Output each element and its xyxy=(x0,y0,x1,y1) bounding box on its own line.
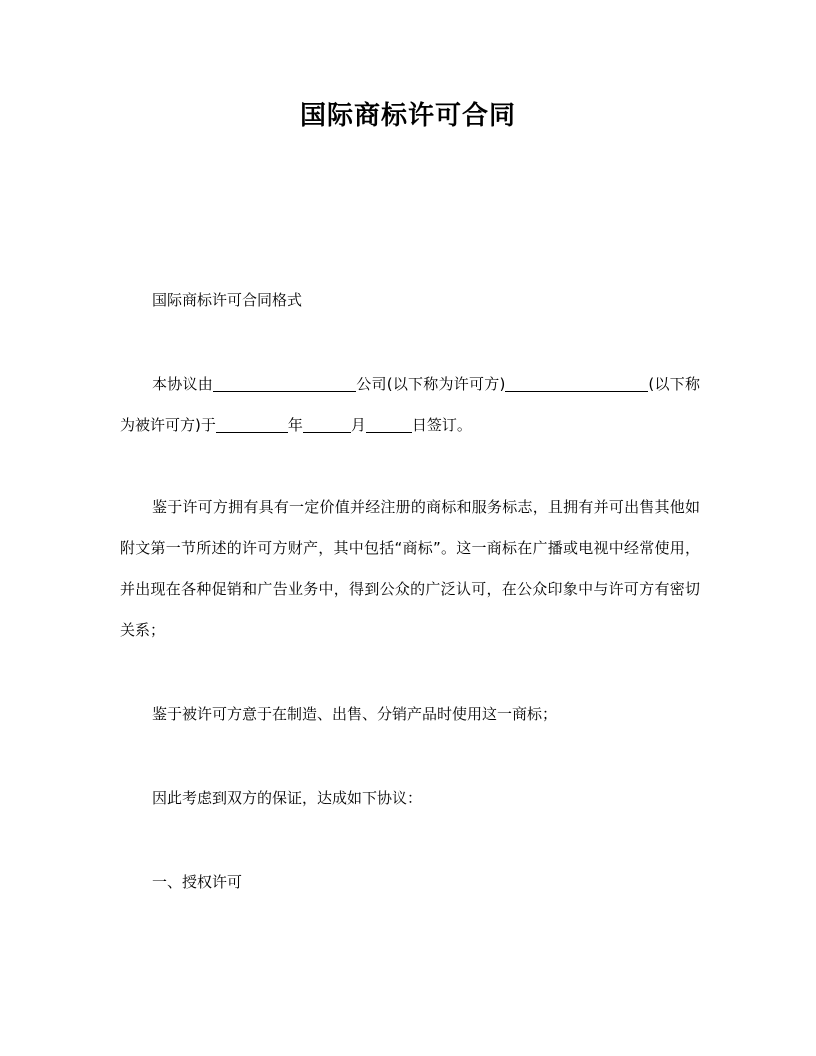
whereas-paragraph-2: 鉴于被许可方意于在制造、出售、分销产品时使用这一商标； xyxy=(152,705,558,723)
document-subtitle: 国际商标许可合同格式 xyxy=(152,291,303,309)
agreement-text-6: 日签订。 xyxy=(411,416,472,434)
section-heading-1: 一、授权许可 xyxy=(152,873,243,891)
agreement-text-1: 本协议由 xyxy=(152,375,213,393)
agreement-text-4: 年 xyxy=(287,416,303,434)
document-title: 国际商标许可合同 xyxy=(299,101,516,131)
licensee-name-blank xyxy=(505,375,648,392)
agreement-text-5: 月 xyxy=(350,416,366,434)
year-blank xyxy=(216,416,288,433)
licensor-name-blank xyxy=(213,375,356,392)
day-blank xyxy=(366,416,412,433)
therefore-paragraph: 因此考虑到双方的保证，达成如下协议： xyxy=(152,789,423,807)
agreement-text-3: (以下称为被许可方)于 xyxy=(120,375,700,434)
agreement-paragraph xyxy=(120,364,700,446)
agreement-text-2: 公司(以下称为许可方) xyxy=(355,375,506,393)
month-blank xyxy=(303,416,351,433)
whereas-paragraph-1: 鉴于许可方拥有具有一定价值并经注册的商标和服务标志，且拥有并可出售其他如附文第一节所述的许可方财产，其中包括“商标”。这一商标在广播或电视中经常使用，并出现在各种促销和广告业务中，得到公众的广泛认可，在公众印象中与许可方有密切关系； xyxy=(120,498,700,639)
